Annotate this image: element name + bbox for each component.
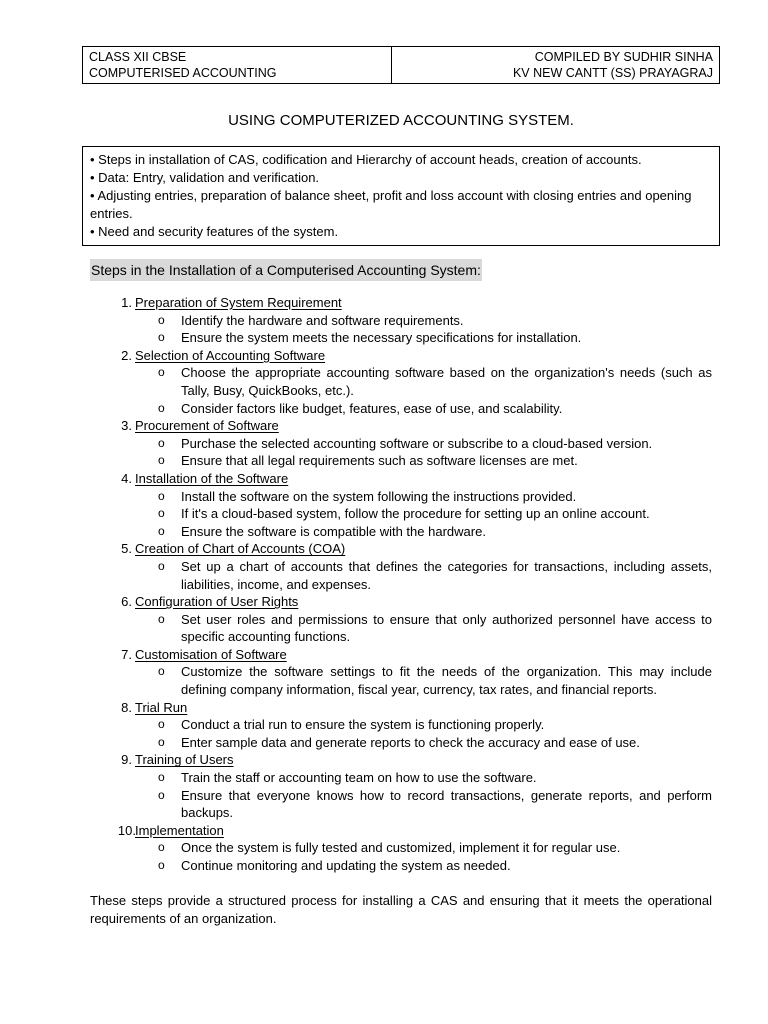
header-subject: COMPUTERISED ACCOUNTING	[89, 66, 277, 80]
hollow-bullet-icon: o	[158, 787, 165, 802]
step-heading	[90, 751, 712, 769]
sub-bullet-text: Choose the appropriate accounting software based on the organization's needs (such as Tally, Busy, QuickBooks, etc.).	[181, 365, 712, 398]
hollow-bullet-icon: o	[158, 488, 165, 503]
hollow-bullet-icon: o	[158, 400, 165, 415]
sub-bullet-item	[90, 435, 712, 453]
sub-bullet-text: Consider factors like budget, features, ease of use, and scalability.	[181, 400, 563, 416]
sub-bullet-item	[90, 505, 712, 523]
step-number: 4.	[121, 470, 132, 486]
step-label: Configuration of User Rights	[135, 594, 299, 610]
step-number: 6.	[121, 594, 132, 610]
hollow-bullet-icon: o	[158, 523, 165, 538]
step-item	[90, 751, 712, 821]
sub-bullet-text: Set up a chart of accounts that defines the categories for transactions, including assets, liabilities, income, and expenses.	[181, 558, 712, 592]
step-item	[90, 699, 712, 752]
header-table	[82, 46, 720, 84]
step-number: 3.	[121, 418, 132, 434]
step-label: Creation of Chart of Accounts (COA)	[135, 541, 346, 557]
header-class: CLASS XII CBSE	[89, 50, 187, 64]
sub-bullet-text: Continue monitoring and updating the system as needed.	[181, 858, 511, 873]
hollow-bullet-icon: o	[158, 453, 165, 468]
step-heading	[90, 822, 712, 840]
step-number: 8.	[121, 699, 132, 715]
step-item	[90, 646, 712, 699]
step-item	[90, 294, 712, 347]
step-label: Implementation	[135, 822, 224, 838]
sub-bullet-text: Identify the hardware and software requirements.	[181, 312, 464, 328]
syllabus-item: • Steps in installation of CAS, codification and Hierarchy of account heads, creation of accounts.	[90, 152, 642, 167]
sub-bullet-text: Set user roles and permissions to ensure that only authorized personnel have access to specific accounting functions.	[181, 611, 712, 645]
sub-bullet-item	[90, 452, 712, 470]
header-school: KV NEW CANTT (SS) PRAYAGRAJ	[512, 66, 713, 80]
step-label: Procurement of Software	[135, 418, 279, 434]
sub-bullet-item	[90, 329, 712, 347]
sub-bullet-item	[90, 558, 712, 593]
step-number: 7.	[121, 646, 132, 662]
hollow-bullet-icon: o	[158, 330, 165, 345]
sub-bullet-item	[90, 312, 712, 330]
sub-bullet-item	[90, 400, 712, 418]
sub-bullet-text: If it's a cloud-based system, follow the procedure for setting up an online account.	[181, 506, 650, 522]
step-label: Installation of the Software	[135, 470, 289, 486]
step-heading	[90, 417, 712, 435]
step-heading	[90, 699, 712, 717]
sub-bullet-text: Train the staff or accounting team on how to use the software.	[181, 770, 537, 786]
step-item	[90, 822, 712, 875]
step-heading	[90, 470, 712, 488]
step-item	[90, 417, 712, 470]
syllabus-item: • Adjusting entries, preparation of balance sheet, profit and loss account with closing entries and opening entries.	[90, 188, 692, 221]
step-label: Customisation of Software	[135, 646, 287, 662]
header-left-cell	[83, 47, 392, 84]
hollow-bullet-icon: o	[158, 312, 165, 327]
sub-bullet-item	[90, 857, 712, 875]
page-title: USING COMPUTERIZED ACCOUNTING SYSTEM.	[228, 112, 574, 129]
step-number: 9.	[121, 752, 132, 768]
step-heading	[90, 540, 712, 558]
step-label: Training of Users	[135, 752, 234, 768]
step-heading	[90, 646, 712, 664]
step-label: Trial Run	[135, 699, 188, 715]
sub-bullet-text: Ensure that everyone knows how to record transactions, generate reports, and perform backups.	[181, 787, 712, 821]
section-heading: Steps in the Installation of a Computerised Accounting System:	[90, 259, 482, 281]
sub-bullet-text: Conduct a trial run to ensure the system is functioning properly.	[181, 717, 545, 733]
sub-bullet-text: Enter sample data and generate reports to check the accuracy and ease of use.	[181, 734, 640, 750]
step-heading	[90, 347, 712, 365]
sub-bullet-item	[90, 716, 712, 734]
hollow-bullet-icon: o	[158, 558, 165, 573]
sub-bullet-text: Ensure the software is compatible with the hardware.	[181, 523, 486, 539]
sub-bullet-item	[90, 839, 712, 857]
hollow-bullet-icon: o	[158, 611, 165, 626]
step-heading	[90, 294, 712, 312]
sub-bullet-item	[90, 734, 712, 752]
step-label: Preparation of System Requirement	[135, 295, 342, 310]
sub-bullet-text: Once the system is fully tested and customized, implement it for regular use.	[181, 840, 621, 856]
step-label: Selection of Accounting Software	[135, 347, 326, 363]
step-item	[90, 470, 712, 540]
hollow-bullet-icon: o	[158, 734, 165, 749]
syllabus-item: • Need and security features of the system.	[90, 224, 339, 239]
hollow-bullet-icon: o	[158, 858, 165, 872]
header-right-cell	[391, 47, 719, 84]
hollow-bullet-icon: o	[158, 435, 165, 450]
sub-bullet-text: Ensure that all legal requirements such as software licenses are met.	[181, 453, 578, 469]
step-item	[90, 540, 712, 593]
step-item	[90, 347, 712, 417]
syllabus-item: • Data: Entry, validation and verification.	[90, 170, 320, 185]
step-number: 1.	[121, 295, 132, 310]
sub-bullet-item	[90, 523, 712, 541]
sub-bullet-item	[90, 488, 712, 506]
sub-bullet-item	[90, 364, 712, 399]
sub-bullet-text: Install the software on the system following the instructions provided.	[181, 488, 577, 504]
step-number: 2.	[121, 347, 132, 363]
hollow-bullet-icon: o	[158, 717, 165, 732]
hollow-bullet-icon: o	[158, 506, 165, 521]
hollow-bullet-icon: o	[158, 365, 165, 380]
sub-bullet-item	[90, 611, 712, 646]
step-heading	[90, 593, 712, 611]
sub-bullet-text: Customize the software settings to fit the needs of the organization. This may include defining company information, fiscal year, currency, tax rates, and financial reports.	[181, 664, 712, 698]
header-compiler: COMPILED BY SUDHIR SINHA	[534, 50, 713, 64]
steps-list	[90, 294, 712, 875]
step-item	[90, 593, 712, 646]
sub-bullet-item	[90, 663, 712, 698]
closing-paragraph: These steps provide a structured process for installing a CAS and ensuring that it meets the operational requirements of an organization.	[90, 893, 712, 926]
sub-bullet-text: Purchase the selected accounting software or subscribe to a cloud-based version.	[181, 435, 653, 451]
sub-bullet-text: Ensure the system meets the necessary specifications for installation.	[181, 330, 582, 346]
sub-bullet-item	[90, 787, 712, 822]
step-number: 10.	[117, 822, 136, 838]
sub-bullet-item	[90, 769, 712, 787]
hollow-bullet-icon: o	[158, 840, 165, 855]
step-number: 5.	[121, 541, 132, 557]
hollow-bullet-icon: o	[158, 664, 165, 679]
syllabus-box	[82, 146, 720, 246]
hollow-bullet-icon: o	[158, 770, 165, 785]
